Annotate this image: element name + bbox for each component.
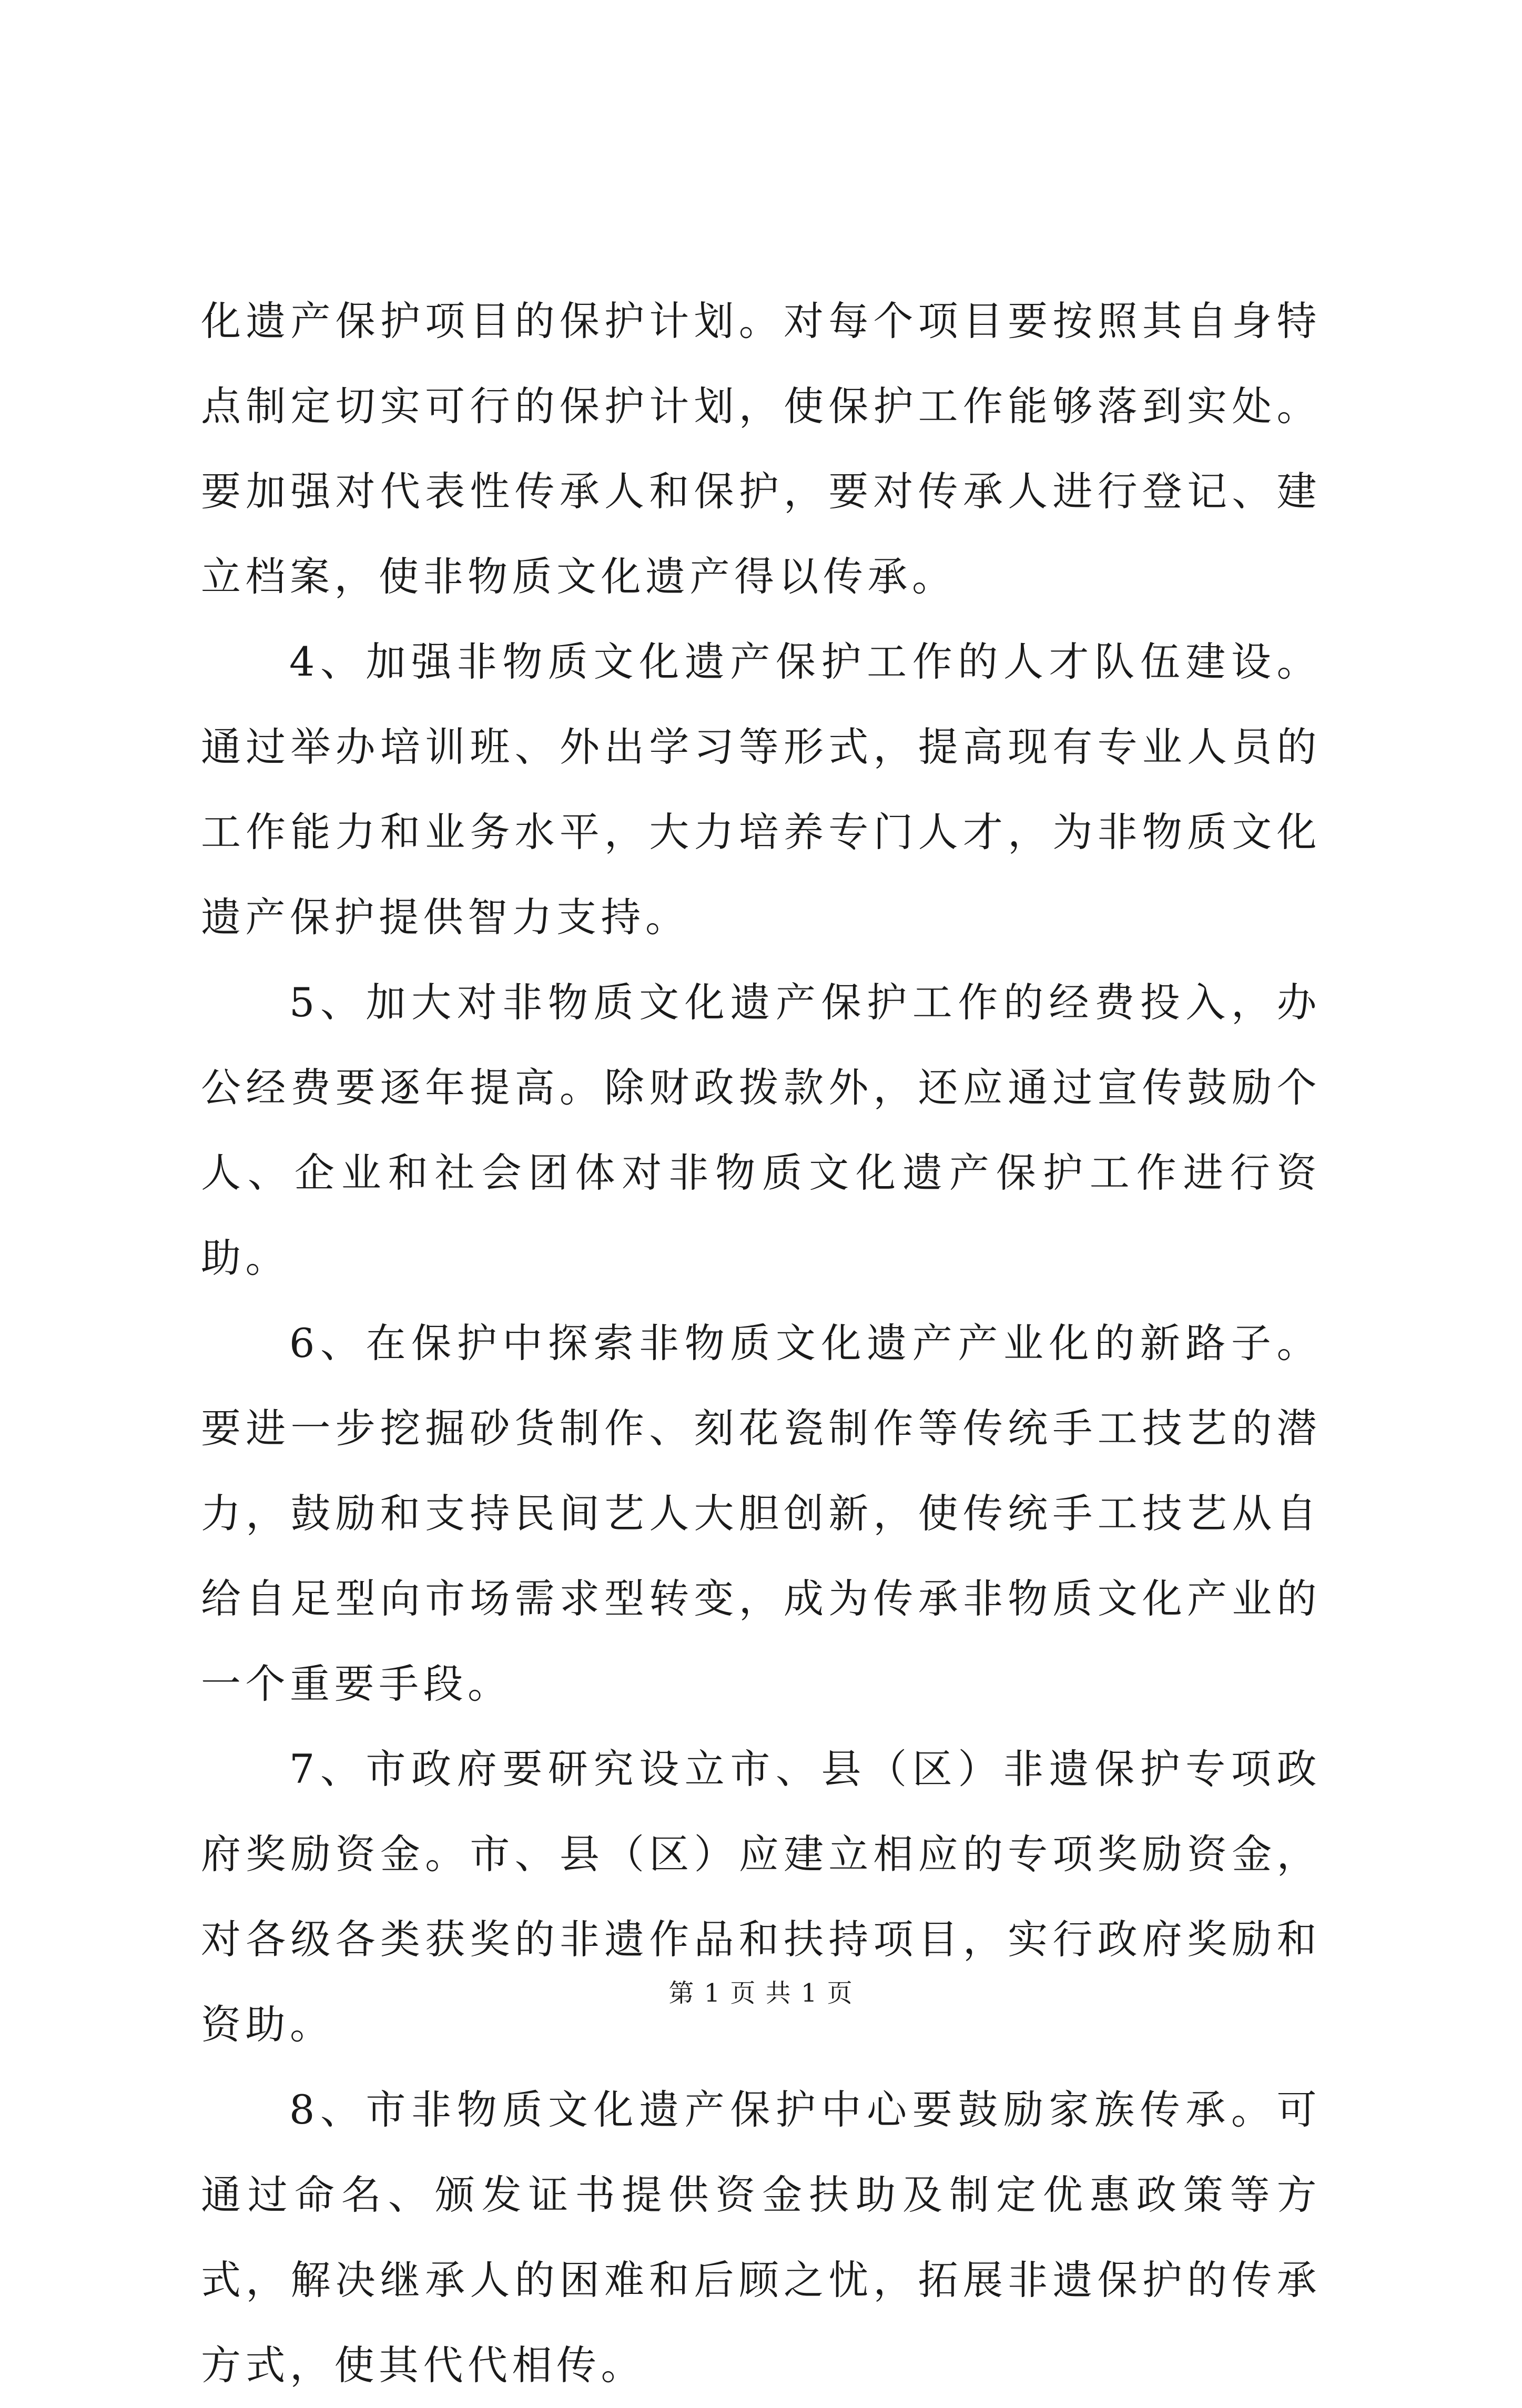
paragraph-item-7: 7、市政府要研究设立市、县（区）非遗保护专项政府奖励资金。市、县（区）应建立相应的专项奖励资金，对各级各类获奖的非遗作品和扶持项目，实行政府奖励和资助。 [201, 1746, 1321, 2048]
page-footer: 第 1 页 共 1 页 [668, 1978, 854, 2008]
document-body [201, 279, 1321, 2408]
paragraph-item-4: 4、加强非物质文化遗产保护工作的人才队伍建设。通过举办培训班、外出学习等形式，提高现有专业人员的工作能力和业务水平，大力培养专门人才，为非物质文化遗产保护提供智力支持。 [201, 638, 1321, 941]
paragraph-continuation: 化遗产保护项目的保护计划。对每个项目要按照其自身特点制定切实可行的保护计划，使保护工作能够落到实处。要加强对代表性传承人和保护，要对传承人进行登记、建立档案，使非物质文化遗产得以传承。 [201, 298, 1321, 600]
paragraph-item-8: 8、市非物质文化遗产保护中心要鼓励家族传承。可通过命名、颁发证书提供资金扶助及制定优惠政策等方式，解决继承人的困难和后顾之忧，拓展非遗保护的传承方式，使其代代相传。 [201, 2086, 1321, 2389]
paragraph-item-5: 5、加大对非物质文化遗产保护工作的经费投入，办公经费要逐年提高。除财政拨款外，还应通过宣传鼓励个人、企业和社会团体对非物质文化遗产保护工作进行资助。 [201, 979, 1321, 1281]
paragraph-item-6: 6、在保护中探索非物质文化遗产产业化的新路子。要进一步挖掘砂货制作、刻花瓷制作等传统手工技艺的潜力，鼓励和支持民间艺人大胆创新，使传统手工技艺从自给自足型向市场需求型转变，成为传承非物质文化产业的一个重要手段。 [201, 1320, 1321, 1707]
